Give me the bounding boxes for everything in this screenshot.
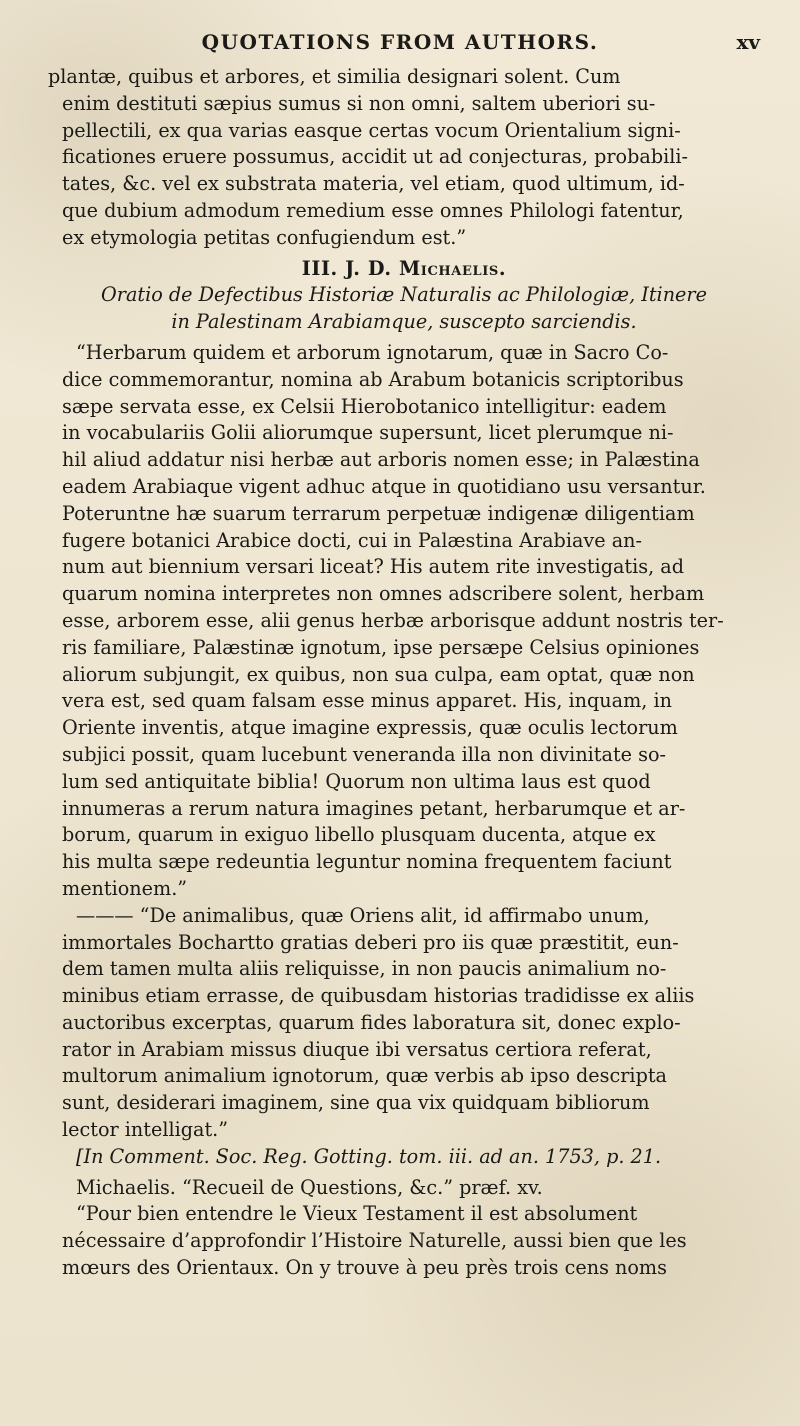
text-line: aliorum subjungit, ex quibus, non sua culpa, eam optat, quæ non bbox=[62, 662, 695, 686]
french-quotation bbox=[48, 1175, 760, 1282]
text-line: subjici possit, quam lucebunt veneranda illa non divinitate so- bbox=[62, 742, 667, 766]
body-text bbox=[48, 64, 760, 1282]
text-line: his multa sæpe redeuntia leguntur nomina frequentem faciunt bbox=[62, 850, 672, 874]
text-line: quarum nomina interpretes non omnes adscribere solent, herbam bbox=[62, 582, 705, 606]
text-line: mentionem.” bbox=[62, 876, 188, 900]
text-line: sæpe servata esse, ex Celsii Hierobotanico intelligitur: eadem bbox=[62, 394, 667, 418]
running-title: QUOTATIONS FROM AUTHORS. bbox=[201, 30, 599, 54]
text-line: mœurs des Orientaux. On y trouve à peu près trois cens noms bbox=[62, 1256, 667, 1280]
text-line: plantæ, quibus et arbores, et similia designari solent. Cum bbox=[48, 65, 621, 88]
text-line: que dubium admodum remedium esse omnes Philologi fatentur, bbox=[62, 198, 684, 222]
text-line: rator in Arabiam missus diuque ibi versatus certiora referat, bbox=[62, 1037, 652, 1061]
page-number: xv bbox=[736, 30, 760, 54]
citation: [In Comment. Soc. Reg. Gotting. tom. iii. ad an. 1753, p. 21. bbox=[76, 1144, 662, 1168]
text-line: vera est, sed quam falsam esse minus apparet. His, inquam, in bbox=[62, 689, 672, 713]
text-line: nécessaire d’approfondir l’Histoire Naturelle, aussi bien que les bbox=[62, 1229, 687, 1253]
text-line: “Pour bien entendre le Vieux Testament il est absolument bbox=[76, 1202, 638, 1226]
text-line: ex etymologia petitas confugiendum est.” bbox=[62, 225, 467, 249]
quotation-paragraph bbox=[48, 340, 760, 903]
text-line: pellectili, ex qua varias easque certas vocum Orientalium signi- bbox=[62, 118, 681, 142]
text-line: tates, &c. vel ex substrata materia, vel etiam, quod ultimum, id- bbox=[62, 172, 685, 196]
text-line: hil aliud addatur nisi herbæ aut arboris nomen esse; in Palæstina bbox=[62, 448, 700, 472]
text-line: fugere botanici Arabice docti, cui in Palæstina Arabiave an- bbox=[62, 528, 642, 552]
text-line: ris familiare, Palæstinæ ignotum, ipse persæpe Celsius opiniones bbox=[62, 635, 700, 659]
text-line: enim destituti sæpius sumus si non omni, saltem uberiori su- bbox=[62, 91, 656, 115]
running-header bbox=[0, 22, 800, 56]
text-line: minibus etiam errasse, de quibusdam historias tradidisse ex aliis bbox=[62, 984, 695, 1008]
text-line: sunt, desiderari imaginem, sine qua vix quidquam bibliorum bbox=[62, 1091, 650, 1115]
text-line: ——— “De animalibus, quæ Oriens alit, id affirmabo unum, bbox=[76, 903, 650, 927]
page-foot-blank bbox=[0, 1306, 800, 1426]
text-line: lector intelligat.” bbox=[62, 1118, 229, 1142]
work-title-line-2: in Palestinam Arabiamque, suscepto sarciendis. bbox=[171, 310, 637, 334]
text-line: dice commemorantur, nomina ab Arabum botanicis scriptoribus bbox=[62, 367, 684, 391]
text-line: ficationes eruere possumus, accidit ut ad conjecturas, probabili- bbox=[62, 145, 689, 169]
text-line: Oriente inventis, atque imagine expressis, quæ oculis lectorum bbox=[62, 716, 678, 740]
text-line: borum, quarum in exiguo libello plusquam ducenta, atque ex bbox=[62, 823, 656, 847]
text-line: immortales Bochartto gratias deberi pro iis quæ præstitit, eun- bbox=[62, 930, 679, 954]
text-line: num aut biennium versari liceat? His autem rite investigatis, ad bbox=[62, 555, 685, 579]
text-line: lum sed antiquitate biblia! Quorum non ultima laus est quod bbox=[62, 769, 651, 793]
text-line: auctoribus excerptas, quarum fides laboratura sit, donec explo- bbox=[62, 1010, 681, 1034]
quotation-paragraph bbox=[48, 903, 760, 1144]
work-title-line-1: Oratio de Defectibus Historiæ Naturalis ac Philologiæ, Itinere bbox=[101, 283, 707, 307]
text-line: multorum animalium ignotorum, quæ verbis ab ipso descripta bbox=[62, 1064, 667, 1088]
source-line: Michaelis. “Recueil de Questions, &c.” præf. xv. bbox=[76, 1175, 543, 1199]
text-line: innumeras a rerum natura imagines petant, herbarumque et ar- bbox=[62, 796, 686, 820]
paragraph-continued bbox=[48, 64, 760, 252]
text-line: Poteruntne hæ suarum terrarum perpetuæ indigenæ diligentiam bbox=[62, 501, 695, 525]
section-heading: III. J. D. Michaelis. bbox=[301, 256, 507, 280]
text-line: esse, arborem esse, alii genus herbæ arborisque addunt nostris ter- bbox=[62, 608, 724, 632]
text-line: eadem Arabiaque vigent adhuc atque in quotidiano usu versantur. bbox=[62, 474, 706, 498]
text-line: “Herbarum quidem et arborum ignotarum, quæ in Sacro Co- bbox=[76, 340, 669, 364]
text-line: in vocabulariis Golii aliorumque supersunt, licet plerumque ni- bbox=[62, 421, 674, 445]
text-line: dem tamen multa aliis reliquisse, in non paucis animalium no- bbox=[62, 957, 667, 981]
